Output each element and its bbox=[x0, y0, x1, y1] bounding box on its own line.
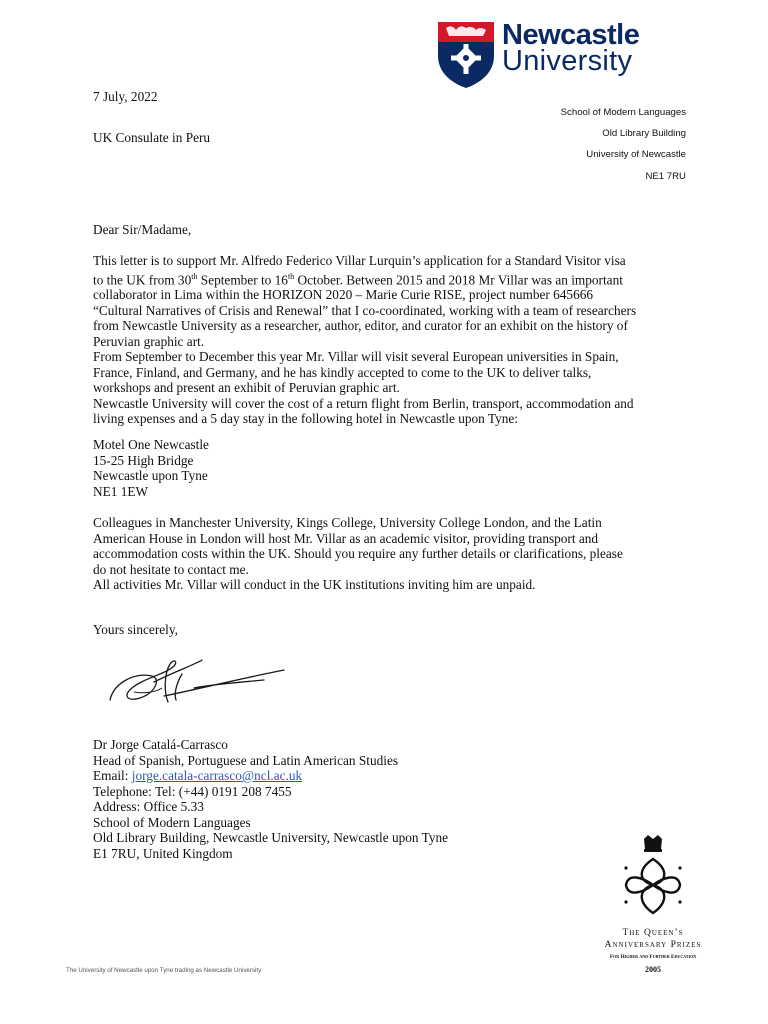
hotel-line: 15-25 High Bridge bbox=[93, 452, 194, 468]
signature-icon bbox=[104, 652, 289, 710]
body-line: Peruvian graphic art. bbox=[93, 333, 205, 349]
body-line: Colleagues in Manchester University, Kings College, University College London, and the Latin bbox=[93, 515, 602, 530]
sender-address bbox=[561, 107, 686, 192]
letter-body bbox=[93, 253, 636, 427]
body-line: “Cultural Narratives of Crisis and Renewal” that I co-coordinated, working with a team of researchers bbox=[93, 302, 637, 318]
signatory-title: Head of Spanish, Portuguese and Latin American Studies bbox=[93, 752, 399, 768]
signatory-postcode: E1 7RU, United Kingdom bbox=[93, 845, 233, 861]
prize-year: 2005 bbox=[645, 965, 661, 974]
recipient: UK Consulate in Peru bbox=[93, 130, 211, 145]
signatory-email-line: Email: jorge.catala-carrasco@ncl.ac.uk bbox=[93, 768, 303, 783]
queens-anniversary-prize bbox=[598, 833, 708, 983]
closing: Yours sincerely, bbox=[93, 622, 178, 637]
logo-line-newcastle: Newcastle bbox=[502, 19, 640, 51]
prize-line-2: Anniversary Prizes bbox=[604, 940, 702, 950]
colleagues-paragraph bbox=[93, 515, 623, 593]
salutation: Dear Sir/Madame, bbox=[93, 222, 192, 237]
crown-knot-emblem-icon bbox=[598, 833, 708, 925]
email-link[interactable]: jorge.catala-carrasco@ncl.ac.uk bbox=[131, 768, 303, 783]
hotel-line: Motel One Newcastle bbox=[93, 437, 209, 452]
body-line: France, Finland, and Germany, and he has kindly accepted to come to the UK to deliver talks, bbox=[93, 364, 592, 380]
signatory-telephone: Telephone: Tel: (+44) 0191 208 7455 bbox=[93, 783, 292, 799]
body-line: to the UK from 30th September to 16th October. Between 2015 and 2018 Mr Villar was an important bbox=[93, 271, 623, 287]
address-line: University of Newcastle bbox=[586, 149, 686, 161]
signatory-building: Old Library Building, Newcastle University, Newcastle upon Tyne bbox=[93, 830, 449, 845]
letter-date: 7 July, 2022 bbox=[93, 89, 158, 104]
address-line: NE1 7RU bbox=[645, 170, 686, 182]
body-line: All activities Mr. Villar will conduct in the UK institutions inviting him are unpaid. bbox=[93, 577, 536, 592]
body-line: from Newcastle University as a researcher, author, editor, and curator for an exhibit on the history of bbox=[93, 318, 628, 334]
hotel-line: NE1 1EW bbox=[93, 483, 149, 499]
body-line: do not hesitate to contact me. bbox=[93, 561, 249, 577]
newcastle-university-logo bbox=[436, 18, 666, 90]
address-line: School of Modern Languages bbox=[560, 107, 686, 118]
body-line: living expenses and a 5 day stay in the following hotel in Newcastle upon Tyne: bbox=[93, 411, 518, 427]
address-line: Old Library Building bbox=[602, 128, 686, 140]
signatory-school: School of Modern Languages bbox=[93, 814, 251, 830]
signatory-name: Dr Jorge Catalá-Carrasco bbox=[93, 737, 228, 752]
signatory-address: Address: Office 5.33 bbox=[93, 799, 204, 814]
body-line: collaborator in Lima within the HORIZON 2020 – Marie Curie RISE, project number 645666 bbox=[93, 287, 594, 303]
footer-note: The University of Newcastle upon Tyne trading as Newcastle University bbox=[66, 967, 262, 974]
body-line: From September to December this year Mr. Villar will visit several European universities in Spain, bbox=[93, 349, 619, 365]
logo-line-university: University bbox=[502, 45, 633, 77]
body-line: American House in London will host Mr. Villar as an academic visitor, providing transport and bbox=[93, 530, 599, 546]
hotel-line: Newcastle upon Tyne bbox=[93, 468, 208, 483]
prize-line-1: The Queen’s bbox=[622, 928, 684, 938]
body-line: accommodation costs within the UK. Should you require any further details or clarifications, please bbox=[93, 546, 623, 561]
signatory-block bbox=[93, 737, 448, 861]
body-line: This letter is to support Mr. Alfredo Federico Villar Lurquin’s application for a Standard Visitor visa bbox=[93, 253, 626, 268]
prize-line-3: For Higher and Further Education bbox=[609, 954, 697, 960]
body-line: Newcastle University will cover the cost of a return flight from Berlin, transport, accommodation and bbox=[93, 395, 634, 411]
body-line: workshops and present an exhibit of Peruvian graphic art. bbox=[93, 380, 400, 396]
university-crest-icon bbox=[436, 20, 496, 90]
hotel-address bbox=[93, 437, 209, 499]
